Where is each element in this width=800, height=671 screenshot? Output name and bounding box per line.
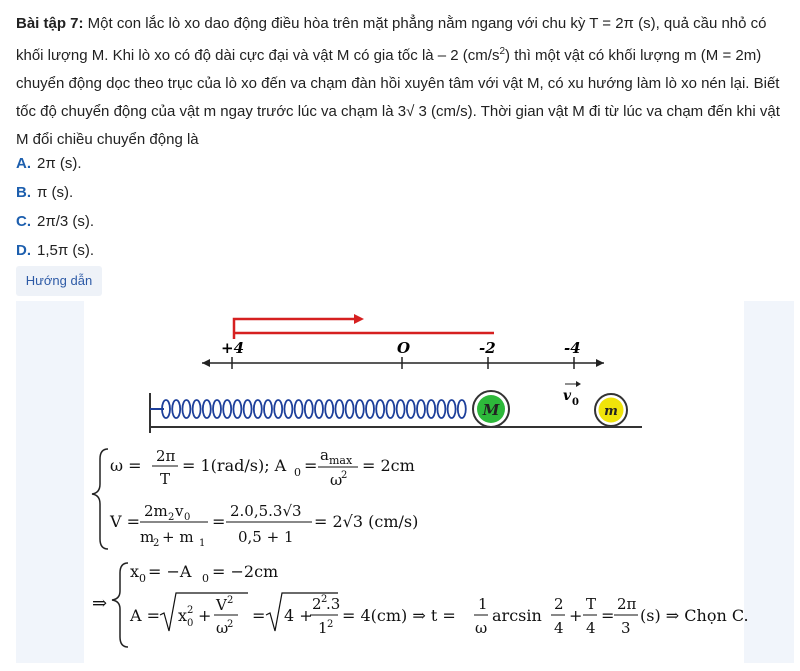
eq2-num-v-sub: 0 [184,512,191,523]
eq4-end: (s) ⇒ Chọn C. [640,606,749,625]
eq2-end: = 2√3 (cm/s) [314,512,419,531]
eq2-den-sub1: 1 [199,538,206,549]
question-line-4: tốc độ chuyển động của vật m ngay trước lúc va chạm là 3√ 3 (cm/s). Thời gian vật M đi từ lúc va chạm đến khi vật [16,103,780,120]
eq2-num2: 2.0,5.3√3 [230,502,302,520]
option-a[interactable] [16,149,94,178]
eq4-num-sup: 2 [321,594,328,605]
option-letter: B. [16,184,31,201]
question-line-2: khối lượng M. Khi lò xo có độ dài cực đại và vật M có gia tốc là – 2 (cm/s [16,47,500,64]
velocity-sub: 0 [572,397,579,408]
implies-arrow: ⇒ [92,593,108,614]
ball-small-m [595,394,627,426]
solution-panel [16,301,794,663]
eq4-t-num: 1 [478,595,488,613]
eq3-end: = −2cm [212,562,279,581]
eq4-num: 2 [312,595,322,613]
option-text: 1,5π (s). [37,242,95,259]
eq4-num-rest: .3 [326,595,341,613]
eq4-arcsin: arcsin [492,606,542,625]
eq4-f3-den: 3 [621,619,631,637]
eq1-amax-den: ω [330,471,343,489]
option-letter: D. [16,242,31,259]
eq4-A: A = [130,606,161,625]
eq4-om-sup: 2 [227,619,234,630]
eq1-amax: a [320,446,329,464]
option-c[interactable] [16,207,94,236]
answer-options [16,149,94,265]
question-title: Bài tập 7: [16,15,84,32]
eq2-num: 2m [144,502,168,520]
eq4-t-den: ω [475,619,488,637]
eq4-eq: = [252,606,266,625]
eq1-amax-den-sup: 2 [341,470,348,481]
eq2-num-v: v [175,502,184,520]
velocity-label: v [563,388,572,404]
eq4-x-sup: 2 [187,605,194,616]
eq3-sub0: 0 [202,572,209,585]
eq1-frac-num: 2π [156,447,176,465]
eq4-f2-den: 4 [586,619,596,637]
solution-figure [16,301,794,663]
eq1-eq: = [304,456,318,475]
axis-label-origin: O [397,339,411,357]
option-d[interactable] [16,236,94,265]
axis-label-minus2: -2 [479,339,496,357]
eq4-x-sub: 0 [187,618,194,629]
eq2-num-sub: 2 [168,512,175,523]
eq3-x: x [130,562,140,581]
eq3-sub: 0 [139,572,146,585]
axis-label-minus4: -4 [564,339,581,357]
eq4-f1-den: 4 [554,619,564,637]
eq2-den-sub2: 2 [153,538,160,549]
question-line-2b: ) thì một vật có khối lượng m (M = 2m) [505,47,762,64]
eq4-plus2: + [569,606,583,625]
eq3-rest: = −A [148,562,192,581]
option-letter: C. [16,213,31,230]
eq4-x: x [178,606,188,625]
eq4-f3-num: 2π [617,595,637,613]
question-line-5: M đổi chiều chuyển động là [16,131,199,148]
eq2-den-plus: + m [162,528,194,546]
eq1-omega: ω = [110,456,142,475]
eq4-plus: + [198,606,212,625]
option-text: 2π/3 (s). [37,213,95,230]
eq1-amax-sub: max [329,454,353,467]
eq4-V-sup: 2 [227,595,234,606]
eq4-den: 1 [318,619,328,637]
eq1-end: = 2cm [362,456,415,475]
eq4-res: = 4(cm) ⇒ t = [342,606,456,625]
eq4-V: V [216,596,227,614]
question-sup: 2 [499,46,506,57]
eq4-om: ω [216,619,229,637]
eq4-den-sup: 2 [327,619,334,630]
eq4-four: 4 + [284,606,313,625]
option-letter: A. [16,155,31,172]
guide-button[interactable]: Hướng dẫn [16,266,102,296]
eq4-f1-num: 2 [554,595,564,613]
eq2-eq: = [212,512,226,531]
axis-label-plus4: +4 [221,339,245,357]
question-line-3: chuyển động dọc theo trục của lò xo đến va chạm đàn hồi xuyên tâm với vật M, có xu hướng làm lò xo nén lại. Biết [16,75,780,92]
eq2-den2: 0,5 + 1 [238,528,294,546]
eq1-sub0: 0 [294,466,301,479]
eq2-den: m [140,528,155,546]
eq1-frac-den: T [160,470,171,488]
question-line-1: Một con lắc lò xo dao động điều hòa trên mặt phẳng nằm ngang với chu kỳ T = 2π (s), quả cầu nhỏ có [83,15,767,32]
ball-big-label: M [482,401,500,419]
eq4-f2-num: T [586,595,597,613]
eq4-eq2: = [601,606,615,625]
eq1-mid: = 1(rad/s); A [182,456,287,475]
ball-big-M [473,391,509,427]
option-b[interactable] [16,178,94,207]
question-text [16,10,786,154]
option-text: π (s). [37,184,74,201]
eq2-V: V = [110,512,141,531]
option-text: 2π (s). [37,155,82,172]
ball-small-label: m [604,404,618,419]
